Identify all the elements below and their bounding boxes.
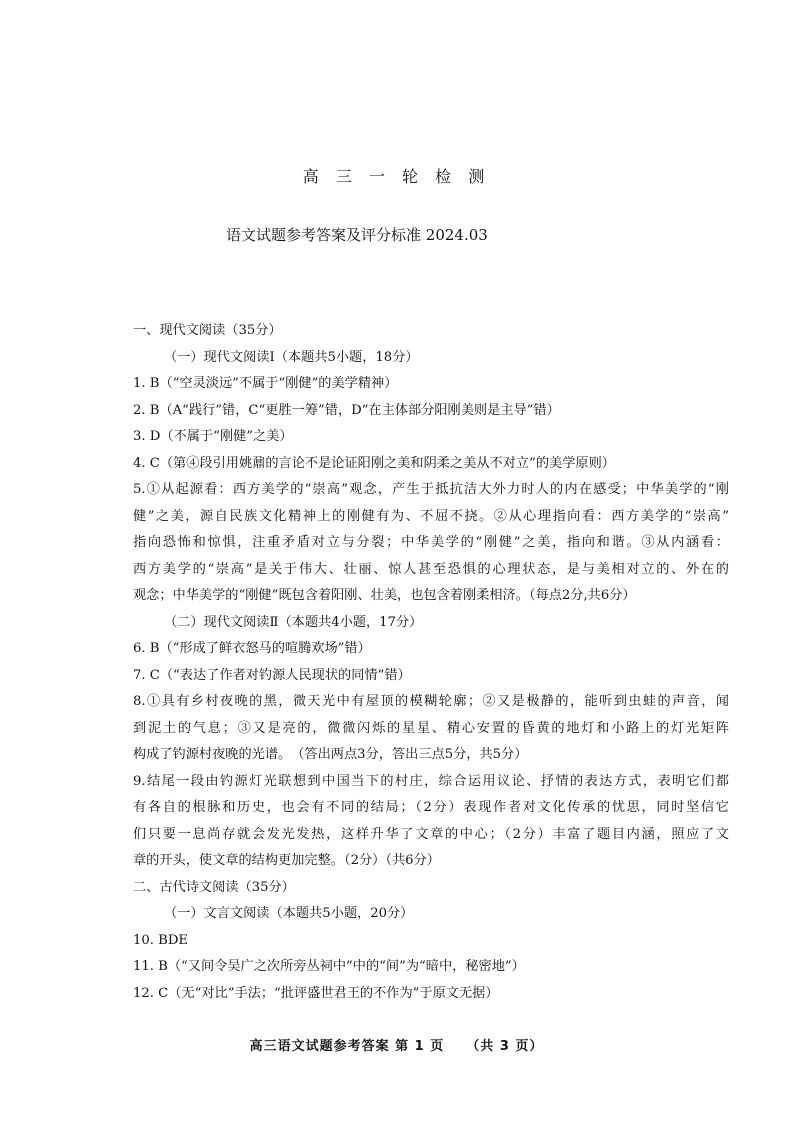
text-line: 一、现代文阅读（35分） — [133, 323, 282, 338]
text-line: 1. B（“空灵淡远”不属于“刚健”的美学精神） — [133, 376, 398, 391]
text-line: 6. B（“形成了鲜衣怒马的喧腾欢场”错） — [133, 641, 371, 656]
page-title: 高 三 一 轮 检 测 — [302, 167, 491, 186]
text-line: 11. B（“又间令吴广之次所旁丛祠中”中的“间”为“暗中，秘密地”） — [133, 959, 525, 974]
answer-content — [133, 318, 729, 1007]
text-line: 5.①从起源看：西方美学的“崇高”观念，产生于抵抗洁大外力时人的内在感受；中华美学的“刚 — [133, 482, 729, 497]
text-line: 7. C（“表达了作者对钓源人民现状的同情”错） — [133, 667, 411, 683]
text-line: 西方美学的“崇高”是关于伟大、壮丽、惊人甚至恐惧的心理状态，是与美相对立的、外在的 — [133, 561, 729, 577]
text-line: （一）现代文阅读Ⅰ（本题共5小题，18分） — [164, 349, 419, 365]
text-line: 到泥土的气息；③又是亮的，微微闪烁的星星、精心安置的昏黄的地灯和小路上的灯光矩阵 — [133, 720, 729, 736]
text-line: 9.结尾一段由钓源灯光联想到中国当下的村庄，综合运用议论、抒情的表达方式，表明它们都 — [133, 773, 729, 789]
text-line: 们只要一息尚存就会发光发热，这样升华了文章的中心；（2分）丰富了题目内涵，照应了文 — [133, 826, 729, 842]
page-subtitle: 语文试题参考答案及评分标准 2024.03 — [226, 226, 488, 244]
page-footer: 高三语文试题参考答案 第 1 页 （共 3 页） — [249, 1039, 544, 1054]
text-line: （二）现代文阅读Ⅱ（本题共4小题，17分） — [164, 614, 423, 630]
text-line: 12. C（无“对比”手法；“批评盛世君王的不作为”于原文无据） — [133, 985, 499, 1001]
text-line: （一）文言文阅读（本题共5小题，20分） — [164, 906, 414, 921]
text-line: 10. BDE — [133, 932, 189, 948]
text-line: 章的开头，使文章的结构更加完整。（2分）（共6分） — [133, 853, 440, 868]
text-line: 2. B（A“践行”错，C“更胜一筹”错，D“在主体部分阳刚美则是主导”错） — [133, 402, 560, 418]
text-line: 有各自的根脉和历史，也会有不同的结局；（2分）表现作者对文化传承的忧思，同时坚信它 — [133, 800, 729, 815]
text-line: 构成了钓源村夜晚的光谱。 （答出两点3分，答出三点5分，共5分） — [133, 747, 528, 762]
text-line: 指向恐怖和惊惧，注重矛盾对立与分裂；中华美学的“刚健”之美，指向和谐。③从内涵看： — [133, 535, 729, 550]
text-line: 二、古代诗文阅读（35分） — [133, 879, 295, 895]
text-line: 4. C（第④段引用姚鼐的言论不是论证阳刚之美和阴柔之美从不对立”的美学原则） — [133, 455, 615, 471]
text-line: 观念；中华美学的“刚健”既包含着阳刚、壮美，也包含着刚柔相济。（每点2分,共6分） — [133, 588, 636, 603]
text-line: 8.①具有乡村夜晚的黑，微天光中有屋顶的模糊轮廓；②又是极静的，能听到虫蛙的声音，闻 — [133, 694, 729, 709]
text-line: 健”之美，源自民族文化精神上的刚健有为、不屈不挠。②从心理指向看：西方美学的“崇高” — [133, 508, 729, 524]
text-line: 3. D（不属于“刚健”之美） — [133, 429, 293, 444]
